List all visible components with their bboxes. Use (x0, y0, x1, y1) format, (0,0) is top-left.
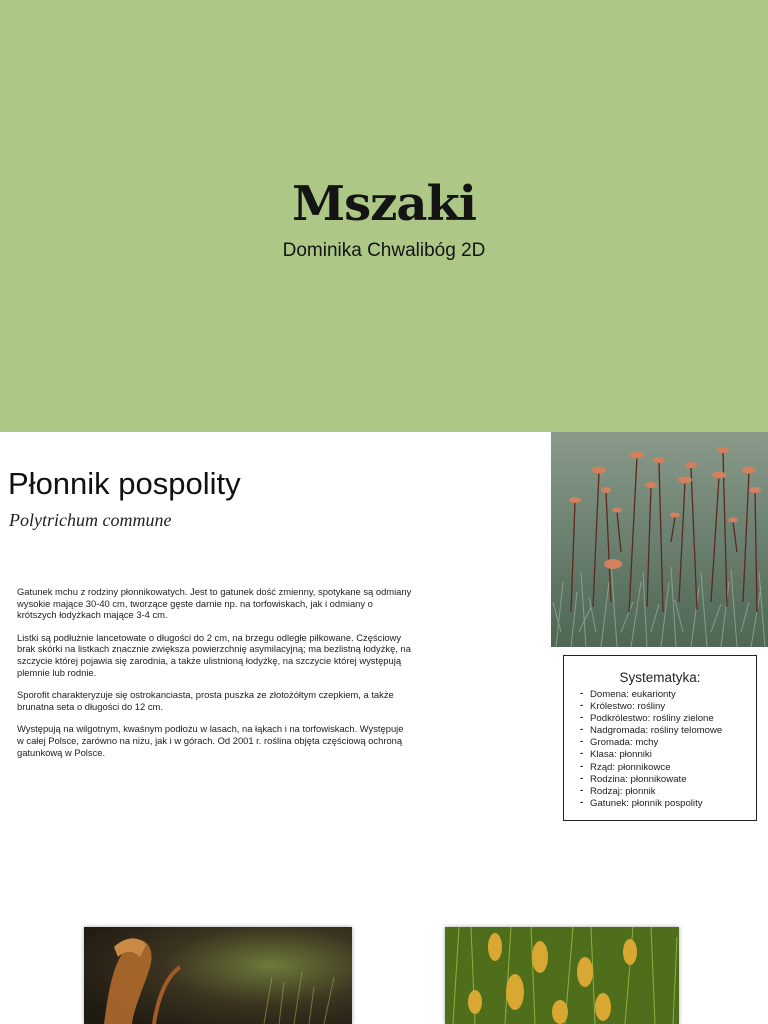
closeup-photo-illustration (84, 927, 352, 1024)
title-slide (0, 0, 768, 432)
species-latin-name: Polytrichum commune (9, 510, 172, 530)
species-slide (0, 432, 768, 1024)
list-item: - Rząd: płonnikowce (580, 762, 756, 774)
systematics-box (563, 655, 757, 821)
author-subtitle: Dominika Chwalibóg 2D (282, 240, 486, 261)
moss-capsules-photo (445, 927, 679, 1024)
list-item: - Klasa: płonniki (580, 749, 756, 761)
moss-sporophyte-photo (551, 432, 768, 647)
list-item: - Gromada: mchy (580, 737, 756, 749)
description-paragraph: Gatunek mchu z rodziny płonnikowatych. Jest to gatunek dość zmienny, spotykane są odmiany wysokie mające 30-40 cm, tworzące gęste darnie np. na torfowiskach, jak i odmiany o krótszych łodyżkach mające 3-4 cm. (17, 586, 412, 621)
list-item: - Podkrólestwo: rośliny zielone (580, 713, 756, 725)
systematics-list (580, 689, 756, 810)
systematics-heading: Systematyka: (619, 670, 701, 685)
description-paragraph: Listki są podłużnie lancetowate o długości do 2 cm, na brzegu odległe piłkowane. Częściowy brak skórki na listkach znacznie zwiększa powierzchnię asymilacyjną; ma bezlistną łodyżkę, na szczycie której pojawia się zarodnia, a także ulistnioną łodyżkę, na szczycie której występują plemnie lub rodnie. (17, 631, 411, 678)
list-item: - Rodzaj: płonnik (580, 786, 756, 798)
species-description (17, 586, 412, 769)
capsules-photo-illustration (445, 927, 679, 1024)
description-paragraph: Występują na wilgotnym, kwaśnym podłożu w lasach, na łąkach i na torfowiskach. Występuje w całej Polsce, zarówno na niżu, jak i w górach. Od 2001 r. roślina objęta częściową ochroną gatunkową w Polsce. (17, 723, 404, 758)
moss-capsule-closeup-photo (84, 927, 352, 1024)
list-item: - Królestwo: rośliny (580, 701, 756, 713)
species-title: Płonnik pospolity (8, 466, 241, 501)
list-item: - Gatunek: płonnik pospolity (580, 798, 756, 810)
list-item: - Nadgromada: rośliny telomowe (580, 725, 756, 737)
list-item: - Domena: eukarionty (580, 689, 756, 701)
presentation-title: Mszaki (291, 176, 476, 232)
description-paragraph: Sporofit charakteryzuje się ostrokanciasta, prosta puszka ze złotożółtym czepkiem, a także brunatna seta o długości do 12 cm. (17, 689, 394, 712)
moss-photo-illustration (551, 432, 768, 647)
list-item: - Rodzina: płonnikowate (580, 774, 756, 786)
